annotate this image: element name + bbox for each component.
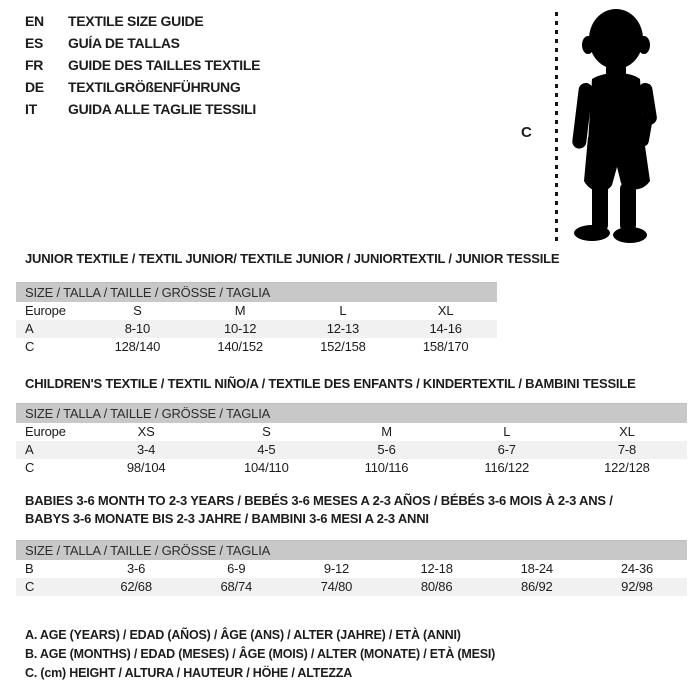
table-row-age bbox=[16, 441, 687, 459]
size-header-bar: SIZE / TALLA / TAILLE / GRÖSSE / TAGLIA bbox=[16, 403, 687, 423]
babies-size-table bbox=[16, 540, 687, 596]
size-cell: XL bbox=[437, 303, 454, 318]
age-cell: 12-13 bbox=[326, 321, 359, 336]
table-row-height bbox=[16, 459, 687, 477]
row-label: C bbox=[25, 339, 35, 354]
age-cell: 3-4 bbox=[137, 442, 156, 457]
age-cell: 14-16 bbox=[429, 321, 462, 336]
table-rows bbox=[16, 423, 687, 477]
height-cell: 68/74 bbox=[220, 579, 253, 594]
height-cell: 110/116 bbox=[364, 460, 409, 475]
table-row-europe bbox=[16, 302, 497, 320]
age-cell: 18-24 bbox=[520, 561, 553, 576]
size-header-bar: SIZE / TALLA / TAILLE / GRÖSSE / TAGLIA bbox=[16, 540, 687, 560]
language-code: ES bbox=[25, 35, 44, 51]
row-label: Europe bbox=[25, 424, 66, 439]
language-code: FR bbox=[25, 57, 44, 73]
language-row-es bbox=[25, 32, 260, 54]
size-cell: S bbox=[262, 424, 271, 439]
size-cell: S bbox=[133, 303, 142, 318]
table-row-age bbox=[16, 320, 497, 338]
row-label: Europe bbox=[25, 303, 66, 318]
age-cell: 7-8 bbox=[617, 442, 637, 457]
height-cell: 86/92 bbox=[521, 579, 553, 594]
language-title: TEXTILGRÖßENFÜHRUNG bbox=[68, 79, 241, 95]
row-label: A bbox=[25, 321, 34, 336]
toddler-silhouette-icon bbox=[562, 5, 666, 247]
height-cell: 98/104 bbox=[126, 460, 166, 475]
legend-line-b: B. AGE (MONTHS) / EDAD (MESES) / ÂGE (MOIS) / ALTER (MONATE) / ETÀ (MESI) bbox=[25, 647, 496, 661]
language-code: EN bbox=[25, 13, 44, 29]
height-cell: 80/86 bbox=[420, 579, 453, 594]
size-cell: L bbox=[503, 424, 511, 439]
height-cell: 140/152 bbox=[217, 339, 263, 354]
height-cell: 104/110 bbox=[243, 460, 289, 475]
size-cell: M bbox=[234, 303, 246, 318]
height-cell: 152/158 bbox=[320, 339, 366, 354]
height-cell: 74/80 bbox=[320, 579, 353, 594]
height-cell: 116/122 bbox=[484, 460, 530, 475]
size-cell: XL bbox=[619, 424, 635, 439]
row-label: C bbox=[25, 579, 35, 594]
table-row-height bbox=[16, 338, 497, 356]
language-code: DE bbox=[25, 79, 44, 95]
height-measure-label: C bbox=[521, 124, 532, 141]
height-cell: 158/170 bbox=[422, 339, 469, 354]
age-cell: 6-9 bbox=[227, 561, 246, 576]
section-title-line: BABYS 3-6 MONATE BIS 2-3 JAHRE / BAMBINI 3-6 MESI A 2-3 ANNI bbox=[25, 511, 429, 526]
size-cell: M bbox=[381, 424, 392, 439]
legend bbox=[25, 626, 495, 683]
table-row-height bbox=[16, 578, 687, 596]
language-row-en bbox=[25, 10, 260, 32]
age-cell: 10-12 bbox=[224, 321, 257, 336]
height-cell: 92/98 bbox=[621, 579, 653, 594]
row-label: B bbox=[25, 561, 34, 576]
row-label: A bbox=[25, 442, 34, 457]
height-cell: 128/140 bbox=[114, 339, 161, 354]
table-row-europe bbox=[16, 423, 687, 441]
height-cell: 122/128 bbox=[604, 460, 650, 475]
height-measure-dotted-line bbox=[555, 12, 558, 243]
age-cell: 8-10 bbox=[124, 321, 150, 336]
legend-line-a: A. AGE (YEARS) / EDAD (AÑOS) / ÂGE (ANS) / ALTER (JAHRE) / ETÀ (ANNI) bbox=[25, 628, 461, 642]
language-code: IT bbox=[25, 101, 37, 117]
age-cell: 24-36 bbox=[620, 561, 654, 576]
language-row-de bbox=[25, 76, 260, 98]
size-cell: L bbox=[339, 303, 347, 318]
language-title: GUÍA DE TALLAS bbox=[68, 35, 180, 51]
children-size-table bbox=[16, 403, 687, 477]
language-list bbox=[25, 10, 260, 120]
babies-section-title bbox=[25, 492, 613, 528]
section-title-line: BABIES 3-6 MONTH TO 2-3 YEARS / BEBÉS 3-6 MESES A 2-3 AÑOS / BÉBÉS 3-6 MOIS À 2-3 ANS / bbox=[25, 493, 613, 508]
size-cell: XS bbox=[137, 424, 155, 439]
height-cell: 62/68 bbox=[120, 579, 152, 594]
row-label: C bbox=[25, 460, 35, 475]
age-cell: 6-7 bbox=[497, 442, 516, 457]
children-section-title bbox=[25, 375, 636, 393]
legend-line-c: C. (cm) HEIGHT / ALTURA / HAUTEUR / HÖHE / ALTEZZA bbox=[25, 666, 353, 680]
junior-section-title bbox=[25, 250, 559, 268]
size-header-bar: SIZE / TALLA / TAILLE / GRÖSSE / TAGLIA bbox=[16, 282, 497, 302]
age-cell: 9-12 bbox=[323, 561, 350, 576]
section-title-line: JUNIOR TEXTILE / TEXTIL JUNIOR/ TEXTILE JUNIOR / JUNIORTEXTIL / JUNIOR TESSILE bbox=[25, 251, 560, 266]
age-cell: 12-18 bbox=[420, 561, 453, 576]
age-cell: 4-5 bbox=[257, 442, 276, 457]
table-row-age-months bbox=[16, 560, 687, 578]
table-rows bbox=[16, 560, 687, 596]
language-title: GUIDE DES TAILLES TEXTILE bbox=[68, 57, 261, 73]
age-cell: 3-6 bbox=[126, 561, 146, 576]
age-cell: 5-6 bbox=[377, 442, 396, 457]
language-title: TEXTILE SIZE GUIDE bbox=[68, 13, 204, 29]
table-rows bbox=[16, 302, 497, 356]
language-row-fr bbox=[25, 54, 260, 76]
language-title: GUIDA ALLE TAGLIE TESSILI bbox=[68, 101, 256, 117]
junior-size-table bbox=[16, 282, 497, 356]
language-row-it bbox=[25, 98, 260, 120]
section-title-line: CHILDREN'S TEXTILE / TEXTIL NIÑO/A / TEXTILE DES ENFANTS / KINDERTEXTIL / BAMBINI TESSILE bbox=[25, 376, 636, 391]
